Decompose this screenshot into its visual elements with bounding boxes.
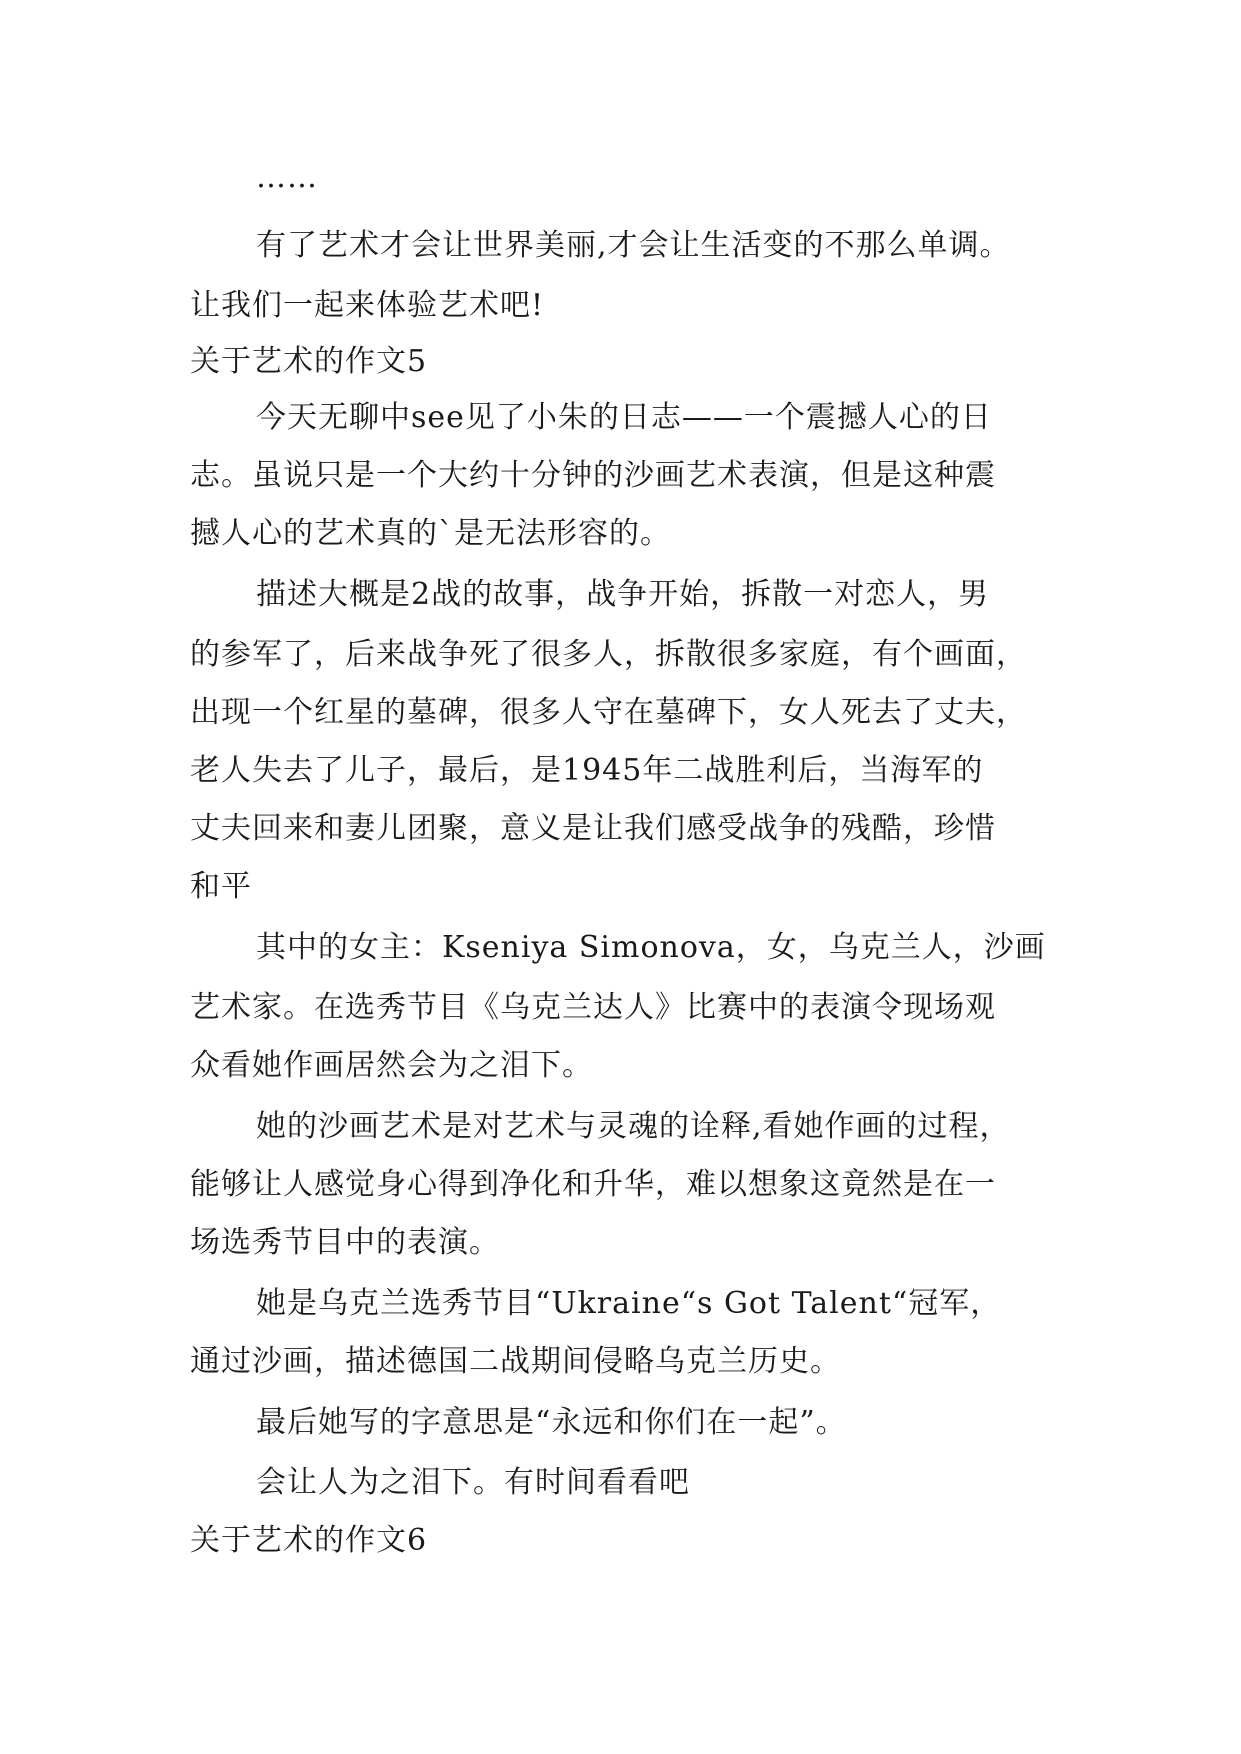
paragraph-line: 其中的女主：Kseniya Simonova，女，乌克兰人，沙画 [256, 930, 1046, 965]
paragraph-line: 通过沙画，描述德国二战期间侵略乌克兰历史。 [190, 1344, 841, 1379]
paragraph-line: 最后她写的字意思是“永远和你们在一起”。 [256, 1405, 847, 1440]
section-heading-5: 关于艺术的作文5 [190, 344, 428, 379]
paragraph-line: 今天无聊中see见了小朱的日志——一个震撼人心的日 [256, 400, 992, 435]
paragraph-line: 场选秀节目中的表演。 [190, 1225, 500, 1260]
paragraph-line: 她是乌克兰选秀节目“Ukraine“s Got Talent“冠军， [256, 1286, 1002, 1321]
paragraph-line: 的参军了，后来战争死了很多人，拆散很多家庭，有个画面， [190, 637, 1027, 672]
paragraph-line: 她的沙画艺术是对艺术与灵魂的诠释,看她作画的过程， [256, 1109, 1011, 1144]
paragraph-line: 众看她作画居然会为之泪下。 [190, 1048, 593, 1083]
paragraph-line: 艺术家。在选秀节目《乌克兰达人》比赛中的表演令现场观 [190, 990, 996, 1025]
paragraph-line: 撼人心的艺术真的`是无法形容的。 [190, 516, 671, 551]
paragraph-line: 和平 [190, 869, 252, 904]
section-heading-6: 关于艺术的作文6 [190, 1523, 428, 1558]
paragraph-line: 让我们一起来体验艺术吧! [190, 288, 545, 323]
paragraph-line: 出现一个红星的墓碑，很多人守在墓碑下，女人死去了丈夫， [190, 695, 1027, 730]
paragraph-line: 会让人为之泪下。有时间看看吧 [256, 1465, 690, 1500]
paragraph-line: 志。虽说只是一个大约十分钟的沙画艺术表演，但是这种震 [190, 458, 996, 493]
paragraph-line: 能够让人感觉身心得到净化和升华，难以想象这竟然是在一 [190, 1167, 996, 1202]
paragraph-line: 老人失去了儿子，最后，是1945年二战胜利后，当海军的 [190, 753, 984, 788]
ellipsis-line: …… [256, 160, 318, 195]
paragraph-line: 有了艺术才会让世界美丽,才会让生活变的不那么单调。 [256, 228, 1011, 263]
paragraph-line: 描述大概是2战的故事，战争开始，拆散一对恋人，男 [256, 577, 990, 612]
paragraph-line: 丈夫回来和妻儿团聚，意义是让我们感受战争的残酷，珍惜 [190, 811, 996, 846]
